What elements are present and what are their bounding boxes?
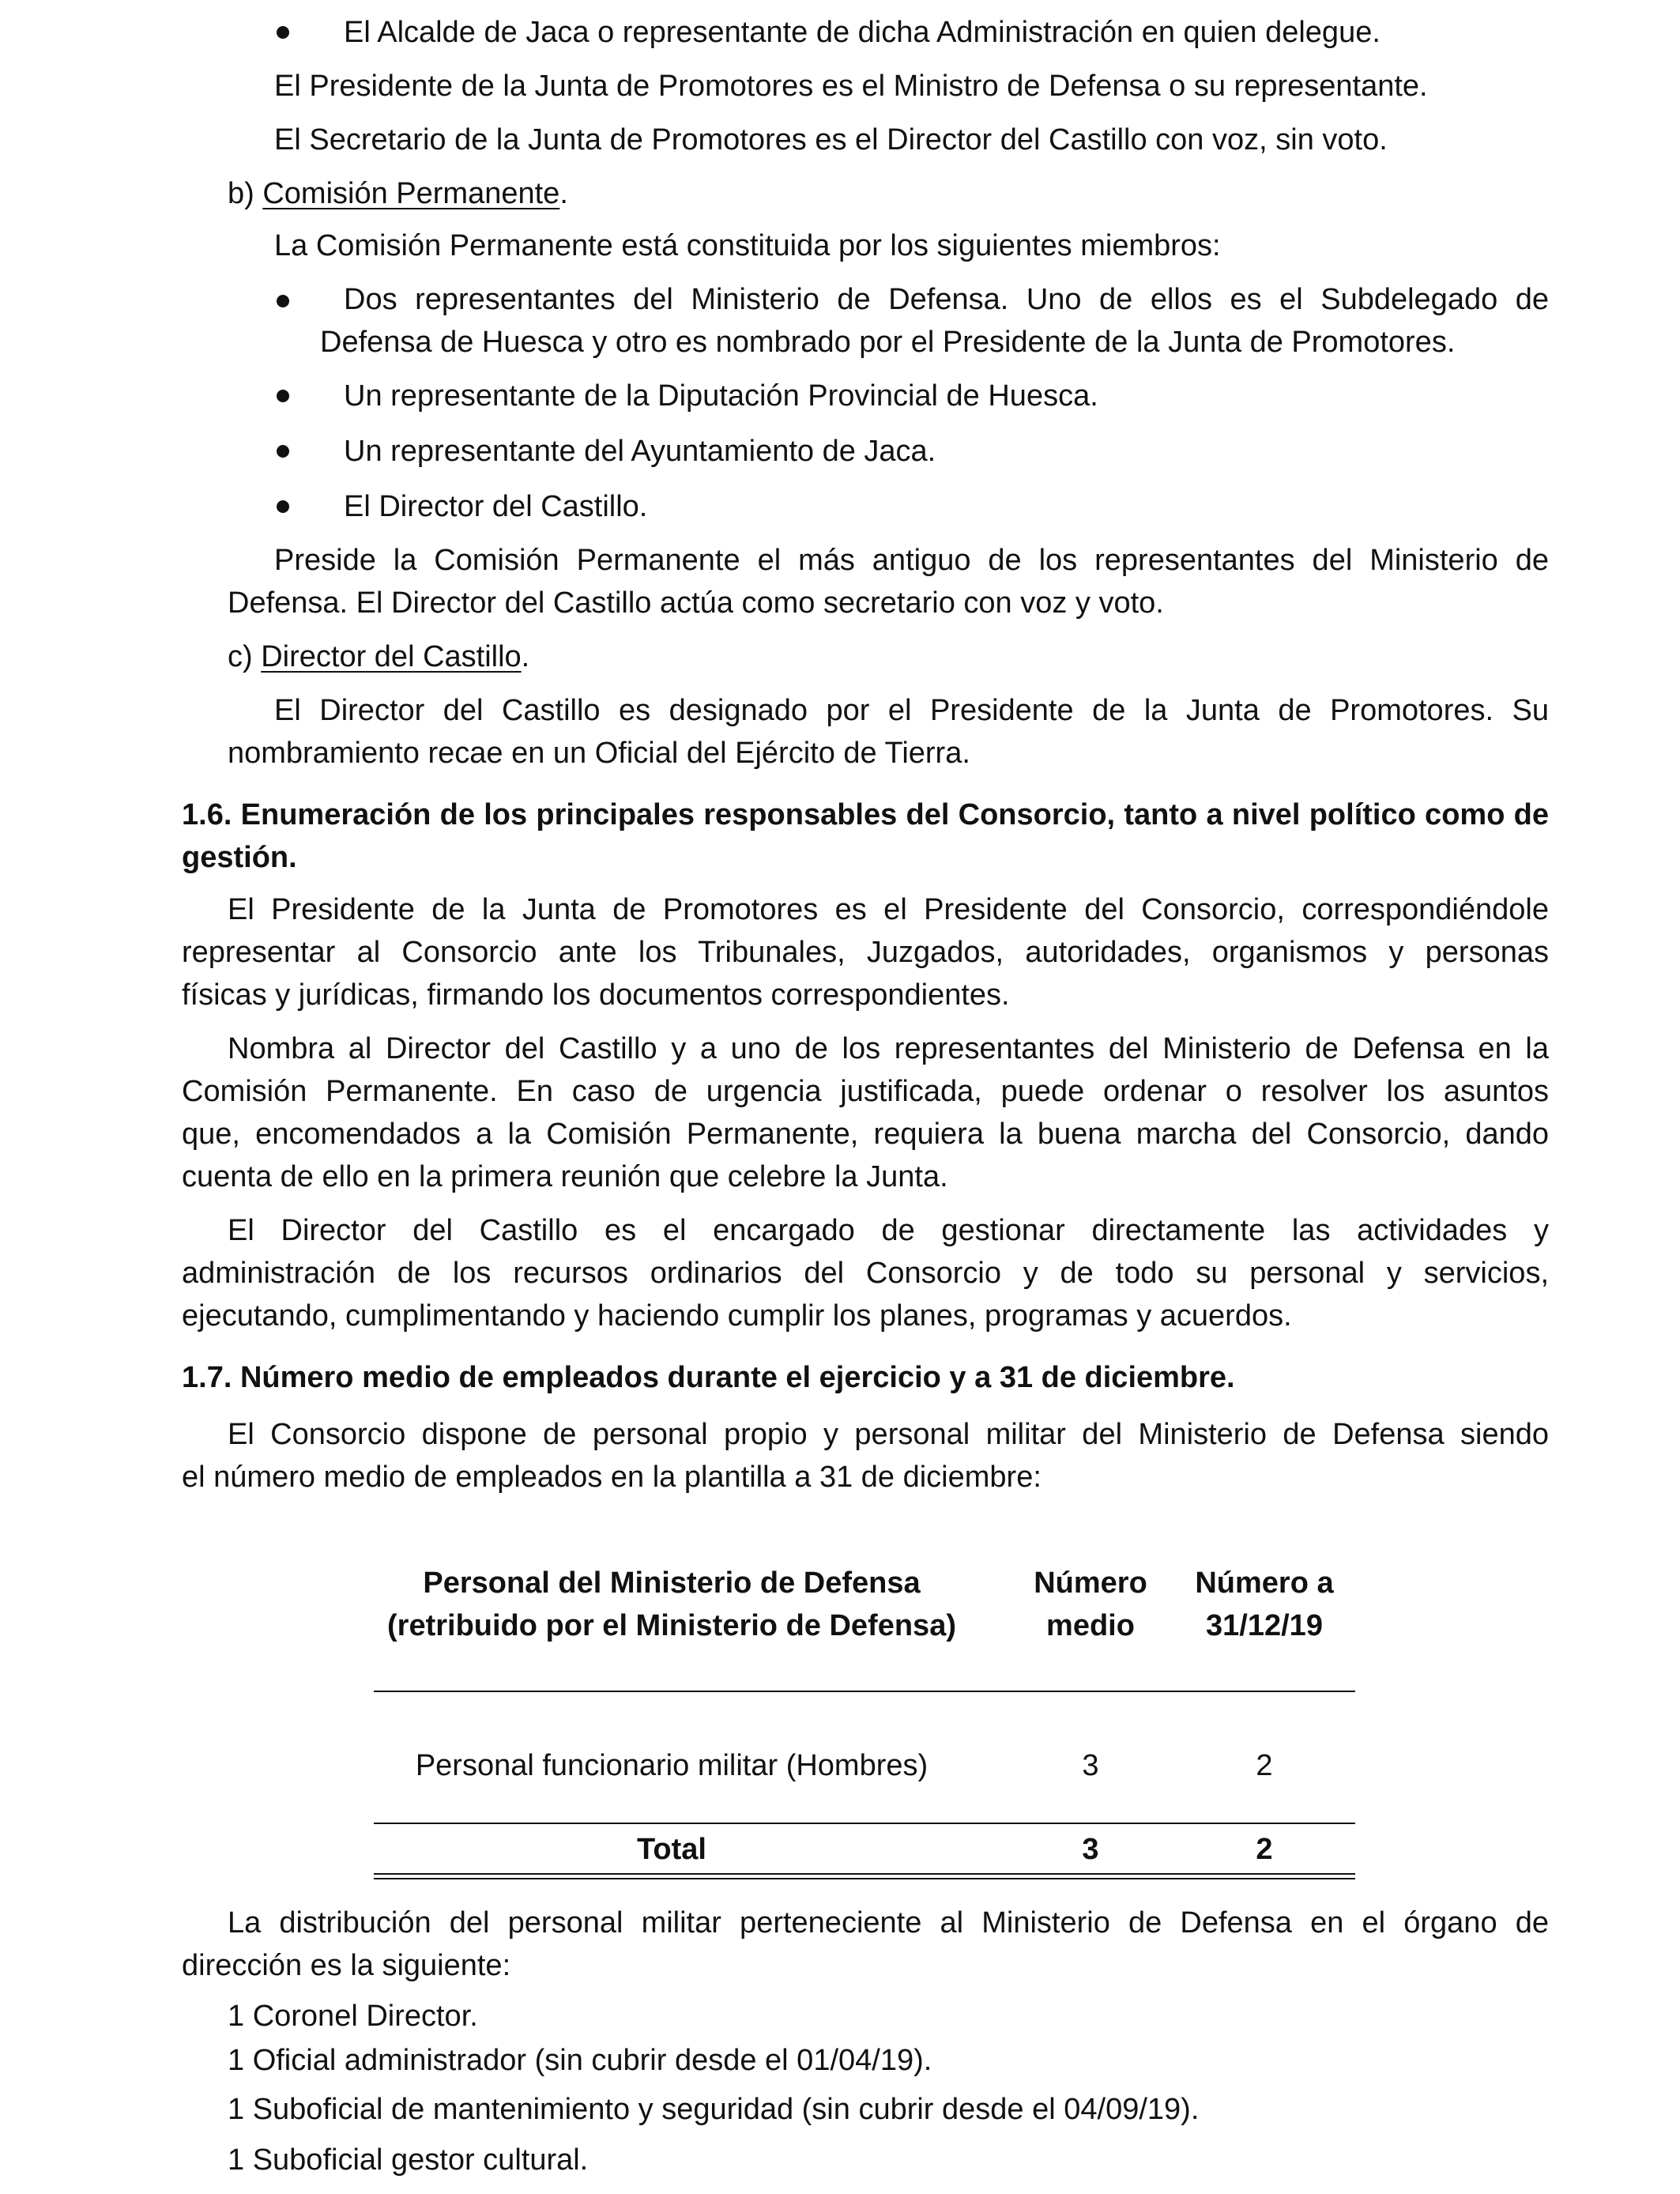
section-1-6-heading: 1.6. Enumeración de los principales responsables del Consorcio, tanto a nivel político como de [182, 798, 1549, 831]
paragraph-line: El Consorcio dispone de personal propio y personal militar del Ministerio de Defensa siendo [228, 1418, 1549, 1451]
comision-heading: b) Comisión Permanente. [228, 177, 568, 210]
paragraph-line: Comisión Permanente. En caso de urgencia justificada, puede ordenar o resolver los asuntos [182, 1075, 1549, 1108]
presidente-junta-text: El Presidente de la Junta de Promotores es el Ministro de Defensa o su representante. [274, 70, 1428, 103]
table-rule [374, 1873, 1355, 1875]
preside-text: Preside la Comisión Permanente el más antiguo de los representantes del Ministerio de [274, 544, 1549, 577]
preside-text-continuation: Defensa. El Director del Castillo actúa como secretario con voz y voto. [228, 586, 1164, 620]
paragraph-line: ejecutando, cumplimentando y haciendo cumplir los planes, programas y acuerdos. [182, 1299, 1292, 1333]
list-item: 1 Suboficial gestor cultural. [228, 2143, 589, 2177]
table-row-fin: 2 [1256, 1749, 1273, 1782]
paragraph-line: físicas y jurídicas, firmando los documentos correspondientes. [182, 978, 1010, 1012]
paragraph-line: dirección es la siguiente: [182, 1949, 511, 1982]
director-title: Director del Castillo [261, 640, 522, 673]
paragraph-line: El Presidente de la Junta de Promotores es el Presidente del Consorcio, correspondiéndole [228, 893, 1549, 926]
bullet-icon [277, 295, 289, 307]
member-item: Dos representantes del Ministerio de Defensa. Uno de ellos es el Subdelegado de [344, 283, 1549, 316]
member-item: Un representante del Ayuntamiento de Jaca. [344, 435, 936, 468]
paragraph-line: La distribución del personal militar perteneciente al Ministerio de Defensa en el órgano de [228, 1906, 1549, 1940]
bullet-icon [277, 390, 289, 402]
table-rule [374, 1823, 1355, 1824]
table-row-label: Personal funcionario militar (Hombres) [415, 1749, 929, 1782]
table-header-numero-fin: Número a 31/12/19 [1195, 1566, 1334, 1642]
paragraph-line: el número medio de empleados en la plantilla a 31 de diciembre: [182, 1461, 1042, 1494]
bullet-icon [277, 500, 289, 513]
list-item: 1 Suboficial de mantenimiento y seguridad (sin cubrir desde el 04/09/19). [228, 2093, 1200, 2126]
table-rule [374, 1878, 1355, 1879]
list-item: 1 Oficial administrador (sin cubrir desde el 01/04/19). [228, 2044, 932, 2077]
paragraph-line: representar al Consorcio ante los Tribunales, Juzgados, autoridades, organismos y personas [182, 936, 1549, 969]
secretario-junta-text: El Secretario de la Junta de Promotores es el Director del Castillo con voz, sin voto. [274, 123, 1388, 156]
paragraph-line: administración de los recursos ordinarios del Consorcio y de todo su personal y servicios, [182, 1257, 1549, 1290]
table-rule [374, 1691, 1355, 1692]
director-heading: c) Director del Castillo. [228, 640, 530, 673]
comision-title: Comisión Permanente [262, 177, 560, 210]
table-total-medio: 3 [1082, 1833, 1099, 1866]
paragraph-line: que, encomendados a la Comisión Permanente, requiera la buena marcha del Consorcio, dando [182, 1118, 1549, 1151]
member-item-continuation: Defensa de Huesca y otro es nombrado por el Presidente de la Junta de Promotores. [320, 326, 1456, 359]
paragraph-line: cuenta de ello en la primera reunión que celebre la Junta. [182, 1160, 948, 1193]
member-item: El Director del Castillo. [344, 490, 648, 523]
member-item: Un representante de la Diputación Provincial de Huesca. [344, 379, 1098, 413]
paragraph-line: Nombra al Director del Castillo y a uno de los representantes del Ministerio de Defensa en la [228, 1032, 1549, 1065]
director-text-continuation: nombramiento recae en un Oficial del Ejército de Tierra. [228, 737, 970, 770]
table-total-label: Total [637, 1833, 706, 1866]
table-header-personal: Personal del Ministerio de Defensa (retribuido por el Ministerio de Defensa) [387, 1566, 956, 1642]
table-row-medio: 3 [1082, 1749, 1099, 1782]
bullet-icon [277, 26, 289, 39]
table-total-fin: 2 [1256, 1833, 1273, 1866]
member-item: El Alcalde de Jaca o representante de dicha Administración en quien delegue. [344, 16, 1381, 49]
director-text: El Director del Castillo es designado por el Presidente de la Junta de Promotores. Su [274, 694, 1549, 727]
paragraph-line: El Director del Castillo es el encargado de gestionar directamente las actividades y [228, 1214, 1549, 1247]
section-1-7-heading: 1.7. Número medio de empleados durante el ejercicio y a 31 de diciembre. [182, 1361, 1235, 1394]
list-item: 1 Coronel Director. [228, 2000, 478, 2033]
bullet-icon [277, 445, 289, 458]
table-header-numero-medio: Número medio [1034, 1566, 1147, 1642]
section-1-6-heading-continuation: gestión. [182, 841, 297, 874]
comision-intro: La Comisión Permanente está constituida por los siguientes miembros: [274, 229, 1221, 262]
